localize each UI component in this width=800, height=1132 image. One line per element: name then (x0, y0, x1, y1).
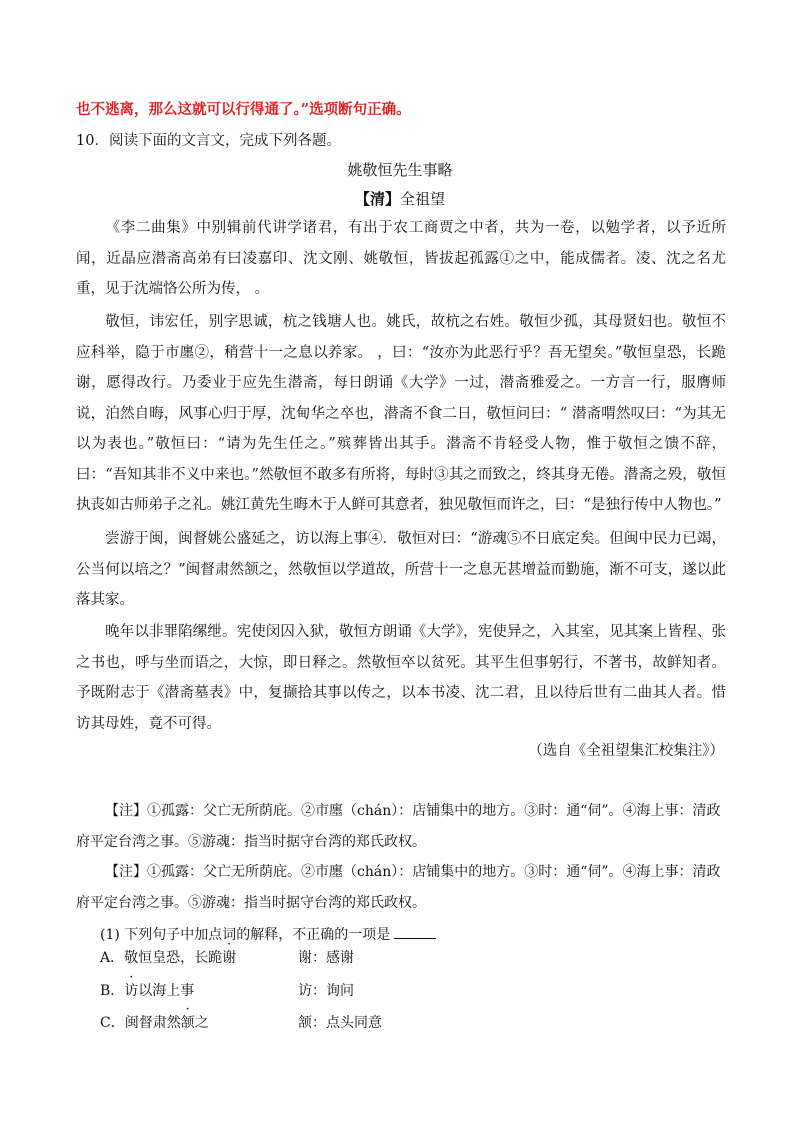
annotation-note-1-text: 【注】①孤露：父亡无所荫庇。②市廛（chán）：店铺集中的地方。③时：通“伺”。④海上事：清政府平定台湾之事。⑤游魂：指当时据守台湾的郑氏政权。 (76, 803, 721, 850)
annotation-note-2-text: 【注】①孤露：父亡无所荫庇。②市廛（chán）：店铺集中的地方。③时：通“伺”。④海上事：清政府平定台湾之事。⑤游魂：指当时据守台湾的郑氏政权。 (76, 864, 721, 911)
option-c-explanation: 颔：点头同意 (298, 1015, 382, 1031)
option-a-sentence: 敬恒皇恐，长跪 (124, 950, 223, 966)
paragraph-4-text: 晚年以非罪陷缧绁。宪使闵囚入狱，敬恒方朗诵《大学》，宪使异之，入其室，见其案上皆程、张之书也，呼与坐而语之，大惊，即日释之。然敬恒卒以贫死。其平生但事躬行，不著书，故鲜知者。予既附志于《潜斋墓表》中，复撷拾其事以传之，以本书凌、沈二君，且以待后世有二曲其人者。惜访其母姓，竟不可得。 (76, 624, 726, 732)
author-name: 全祖望 (400, 190, 446, 208)
passage-source: （选自《全祖望集汇校集注》） (528, 743, 724, 759)
paragraph-2-text: 敬恒，讳宏任，别字思诚，杭之钱塘人也。姚氏，故杭之右姓。敬恒少孤，其母贤妇也。敬恒不应科举，隐于市廛②，稍营十一之息以养家。 ，曰：“汝亦为此恶行乎？吾无望矣。”敬恒皇恐，长跪谢，愿得改行。乃委业于应先生潜斋，每日朗诵《大学》一过，潜斋雅爱之。一方言一行，服膺师说，泊然自晦，风事心归于厚，沈甸华之卒也，潜斋不食二日，敬恒问曰：“ 潜斋喟然叹曰：“为其无以为表也。”敬恒曰：“请为先生任之。”殡葬皆出其手。潜斋不肯轻受人物，惟于敬恒之馈不辞，曰：“吾知其非不义中来也。”然敬恒不敢多有所将，每时③其之而致之，终其身无倦。潜斋之殁，敬恒执丧如古师弟子之礼。姚江黄先生晦木于人鲜可其意者，独见敬恒而许之，曰：“是独行传中人物也。” (76, 314, 726, 513)
sub-question (100, 924, 436, 945)
option-b-label: B． (100, 983, 125, 999)
paragraph-1-text: 《李二曲集》中别辑前代讲学诸君，有出于农工商贾之中者，共为一卷，以勉学者，以予近所闻，近晶应潜斋高弟有曰凌嘉印、沈文刚、姚敬恒，皆拔起孤露①之中，能成儒者。凌、沈之名尤重，见于沈端恪公所为传， 。 (76, 220, 726, 297)
option-c-dotted-word: 颔 (180, 1015, 195, 1031)
author-dynasty-tag: 【清】 (354, 190, 400, 208)
option-c-sentence-tail: 之 (194, 1015, 209, 1031)
passage-author (0, 189, 800, 209)
passage-title: 姚敬恒先生事略 (347, 161, 453, 179)
sub-question-text: (1) 下列句子中加点词的解释，不正确的一项是 (100, 927, 391, 943)
paragraph-1 (76, 213, 726, 305)
question-intro: 10．阅读下面的文言文，完成下列各题。 (76, 133, 341, 149)
paragraph-2 (76, 307, 726, 521)
option-c-sentence: 闽督肃然 (124, 1015, 181, 1031)
option-c-label: C． (100, 1015, 125, 1031)
paragraph-3 (76, 524, 726, 616)
option-b-explanation: 访：询问 (298, 983, 354, 999)
annotation-note-2 (76, 857, 726, 918)
option-c[interactable] (100, 1013, 209, 1033)
option-a-label: A． (100, 950, 125, 966)
paragraph-4 (76, 617, 726, 739)
option-b-dotted-word: 访 (124, 983, 139, 999)
option-b-sentence-tail: 以海上事 (138, 983, 195, 999)
annotation-note-1 (76, 796, 726, 857)
paragraph-3-text: 尝游于闽，闽督姚公盛延之，访以海上事④．敬恒对曰：“游魂⑤不日底定矣。但闽中民力已竭，公当何以培之？”闽督肃然颔之，然敬恒以学道故，所营十一之息无甚增益而勤施，渐不可支，遂以此落其家。 (76, 531, 726, 608)
answer-blank[interactable] (394, 924, 436, 939)
option-a-explanation: 谢：感谢 (298, 950, 354, 966)
option-a[interactable] (100, 948, 236, 968)
option-b[interactable] (100, 981, 194, 1001)
previous-answer-text: 也不逃离，那么这就可以行得通了。”选项断句正确。 (76, 101, 411, 118)
option-a-dotted-word: 谢 (222, 950, 237, 966)
